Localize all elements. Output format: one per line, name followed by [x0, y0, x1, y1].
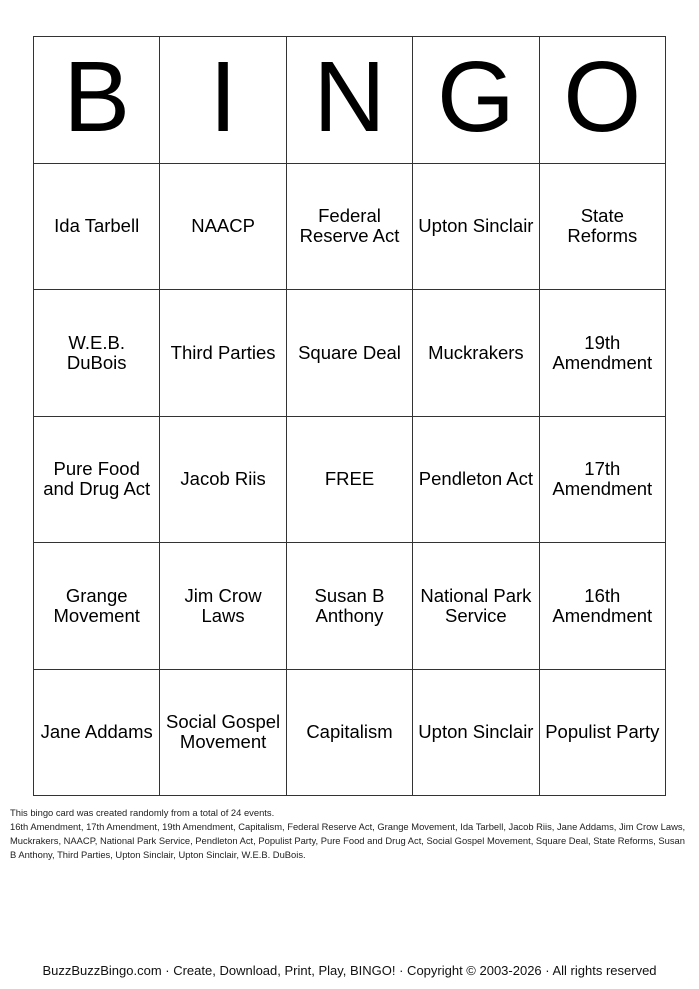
- bingo-cell: Pure Food and Drug Act: [34, 417, 160, 544]
- bingo-cell: Grange Movement: [34, 543, 160, 670]
- bingo-cell: 17th Amendment: [540, 417, 666, 544]
- bingo-cell: Jim Crow Laws: [160, 543, 286, 670]
- bingo-cell: Susan B Anthony: [287, 543, 413, 670]
- bingo-cell: National Park Service: [413, 543, 539, 670]
- bingo-cell: Third Parties: [160, 290, 286, 417]
- bingo-cell: NAACP: [160, 164, 286, 291]
- header-letter-b: B: [34, 37, 160, 164]
- bingo-cell: Jacob Riis: [160, 417, 286, 544]
- bingo-cell: Federal Reserve Act: [287, 164, 413, 291]
- bingo-cell: Social Gospel Movement: [160, 670, 286, 797]
- copyright-footer: BuzzBuzzBingo.com · Create, Download, Print, Play, BINGO! · Copyright © 2003-2026 · All rights reserved: [42, 963, 657, 978]
- bingo-cell: 16th Amendment: [540, 543, 666, 670]
- bingo-cell: State Reforms: [540, 164, 666, 291]
- bingo-card: [33, 36, 666, 796]
- header-letter-o: O: [540, 37, 666, 164]
- bingo-cell: Capitalism: [287, 670, 413, 797]
- header-letter-g: G: [413, 37, 539, 164]
- bingo-cell: Square Deal: [287, 290, 413, 417]
- bingo-cell: Jane Addams: [34, 670, 160, 797]
- note-event-list: 16th Amendment, 17th Amendment, 19th Amendment, Capitalism, Federal Reserve Act, Grange Movement, Ida Tarbell, Jacob Riis, Jane Addams, Jim Crow Laws, Muckrakers, NAACP, National Park Service, Pendleton Act, Populist Party, Pure Food and Drug Act, Social Gospel Movement, Square Deal, State Reforms, Susan B Anthony, Third Parties, Upton Sinclair, Upton Sinclair, W.E.B. DuBois.: [10, 821, 686, 860]
- bingo-cell: Muckrakers: [413, 290, 539, 417]
- bingo-cell: Upton Sinclair: [413, 670, 539, 797]
- header-letter-i: I: [160, 37, 286, 164]
- note-intro: This bingo card was created randomly from a total of 24 events.: [10, 807, 275, 818]
- bingo-cell: W.E.B. DuBois: [34, 290, 160, 417]
- free-space-cell: FREE: [287, 417, 413, 544]
- bingo-cell: Pendleton Act: [413, 417, 539, 544]
- bingo-cell: Populist Party: [540, 670, 666, 797]
- bingo-cell: Ida Tarbell: [34, 164, 160, 291]
- card-generation-note: [10, 806, 692, 862]
- bingo-cell: Upton Sinclair: [413, 164, 539, 291]
- bingo-cell: 19th Amendment: [540, 290, 666, 417]
- header-letter-n: N: [287, 37, 413, 164]
